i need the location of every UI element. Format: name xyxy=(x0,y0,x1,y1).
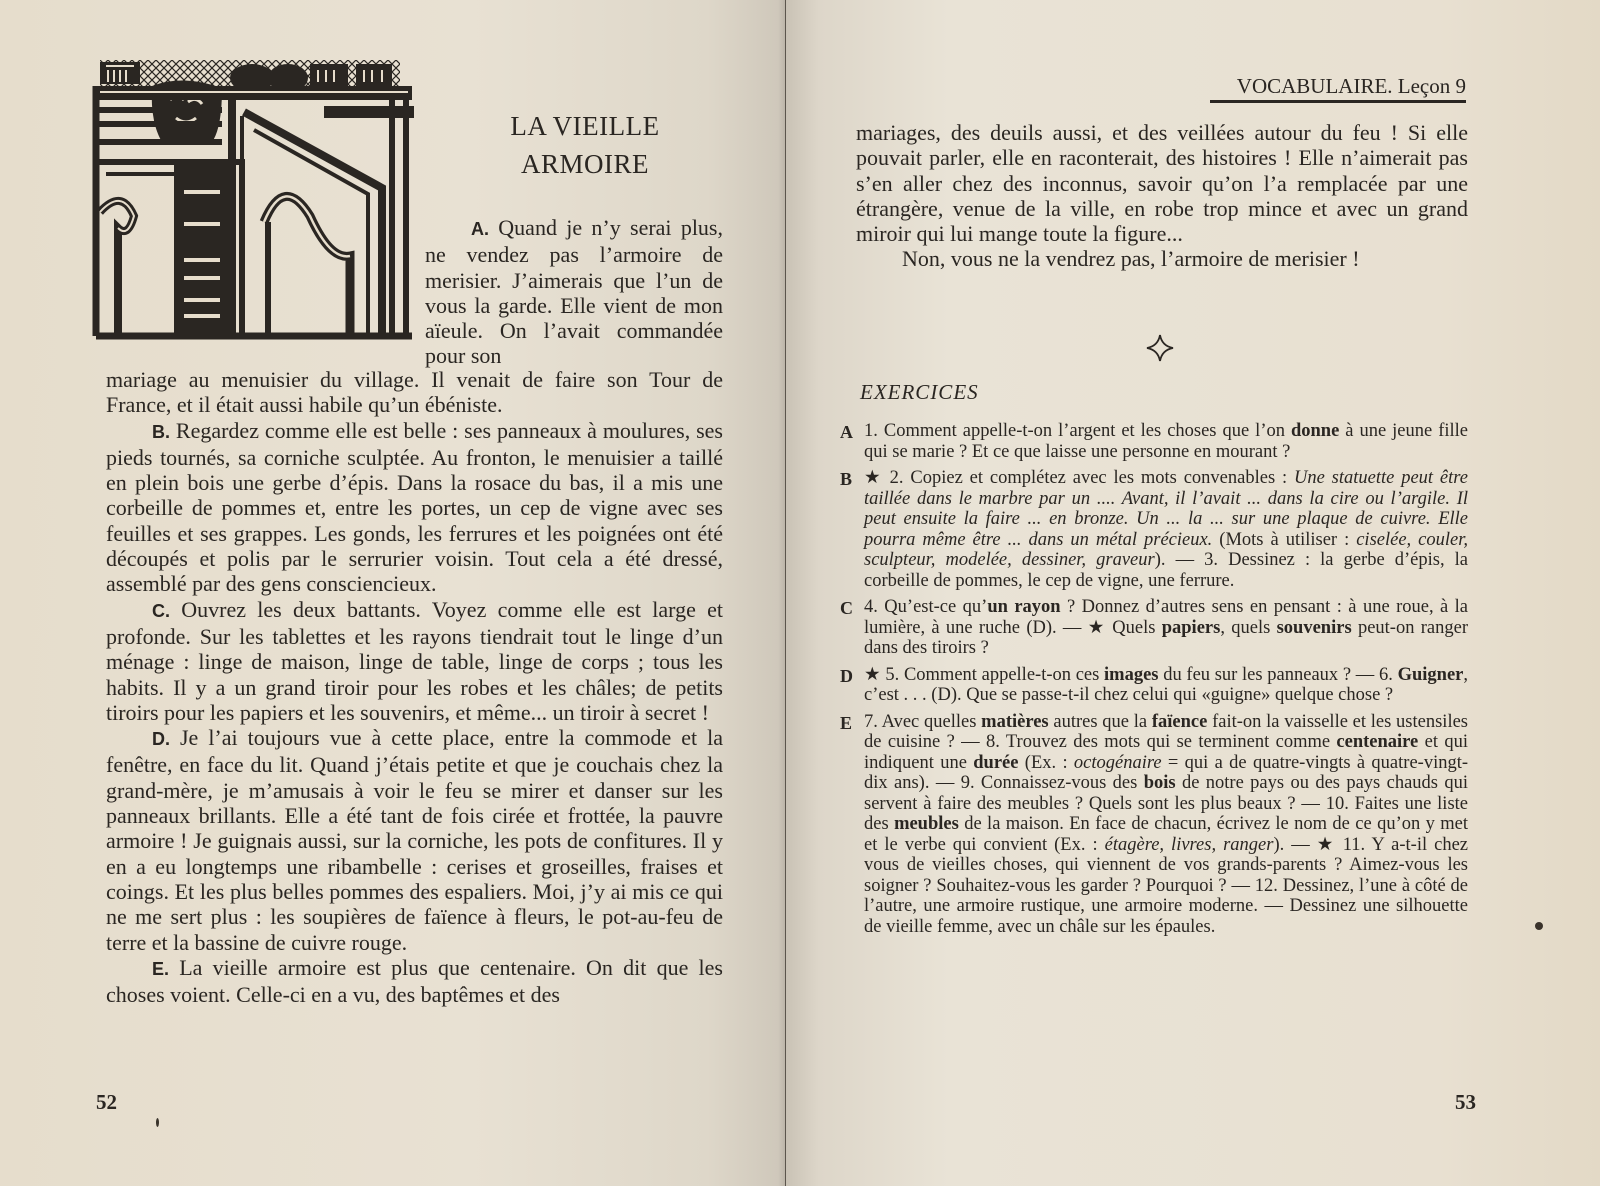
exercise-letter: A xyxy=(840,422,853,442)
text-run: ). — ★ 11. Y a-t-il chez vous de vieilles choses, qui viennent de vos grands-parents ? Aimez-vous les soigner ? Souhaitez-vous les garder ? Pourquoi ? — 12. Dessinez, l’une à côté de l’autre, une armoire rustique, une armoire moderne. — Dessinez une silhouette de vieille femme, avec un châle sur les épaules. xyxy=(864,834,1469,937)
text-run: , c’est . . . (D). Que se passe-t-il chez celui qui «guigne» quelque chose ? xyxy=(864,664,1468,705)
paragraph-a-rest: mariage au menuisier du village. Il venait de faire son Tour de France, et il était aussi habile qu’un ébéniste. xyxy=(106,367,723,418)
text-run: ). — 3. Dessinez : la gerbe d’épis, la corbeille de pommes, le cep de vigne, une ferrure. xyxy=(864,550,1468,591)
exercises-list xyxy=(840,421,1468,943)
text-run: de notre pays ou des pays chauds qui servent à faire des meubles ? Quels sont les plus beaux ? — 10. Faites une liste des xyxy=(864,773,1468,834)
keyword-bold: matières xyxy=(981,711,1049,732)
text-run: à une jeune fille qui se marie ? Et ce que laisse une personne en mourant ? xyxy=(864,421,1468,462)
text-run: 1. Comment appelle-t-on l’argent et les choses que l’on xyxy=(864,421,1291,441)
exercise-block-d xyxy=(840,665,1468,706)
text-run: 4. Qu’est-ce qu’ xyxy=(864,597,988,617)
title-line-2: ARMOIRE xyxy=(520,149,649,179)
paragraph-label-e: E. xyxy=(152,958,170,979)
exercise-block-e xyxy=(840,712,1468,938)
paragraph-b xyxy=(106,418,723,597)
text-run: et qui indiquent une xyxy=(864,732,1468,773)
exercise-block-a xyxy=(840,421,1468,462)
armoire-icon xyxy=(92,52,426,342)
armoire-woodcut-illustration xyxy=(92,52,426,342)
paragraph-label-c: C. xyxy=(152,600,170,621)
paragraph-a-top xyxy=(425,215,723,369)
exercise-text xyxy=(864,665,1468,706)
text-run: 7. Avec quelles xyxy=(864,711,982,732)
four-point-star-ornament-icon xyxy=(1146,334,1174,362)
text-italic: octogénaire xyxy=(1073,752,1162,773)
text-italic: Une statuette peut être taillée dans le marbre par un .... Avant, il l’avait ... dans la cire ou l’argile. Il peut ensuite la faire ... en bronze. Un ... la ... sur une plaque de cuivre. Elle pourra même être ... dans un métal précieux. xyxy=(864,468,1468,550)
text-italic: étagère, livres, ranger xyxy=(1104,834,1274,855)
text-run: fait-on la vaisselle et les ustensiles de cuisine ? — 8. Trouvez des mots qui se terminent comme xyxy=(864,711,1468,752)
paragraph-label-a: A. xyxy=(471,219,489,239)
text-run: (Ex. : xyxy=(1018,752,1074,773)
paragraph-d-text: Je l’ai toujours vue à cette place, entre la commode et la fenêtre, en face du lit. Quand j’étais petite et que je couchais chez la grand-mère, je m’amusais à voir le feu se mirer et danser sur les panneaux brillants. Elle a été tant de fois cirée et frottée, la pauvre armoire ! Je guignais aussi, sur la corniche, les pots de confitures. Il y en a eu longtemps une ribambelle : cerises et groseilles, fraises et coings. Et les plus belles pommes des espaliers. Moi, j’y ai mis ce qui ne me sert plus : les soupières de faïence à fleurs, le pot-au-feu de terre et la bassine de cuivre rouge. xyxy=(106,725,723,955)
title-line-1: LA VIEILLE xyxy=(510,111,660,141)
text-run: ★ 5. Comment appelle-t-on ces xyxy=(864,664,1105,685)
exercise-letter: C xyxy=(840,598,853,618)
exercise-letter: E xyxy=(840,712,853,733)
paragraph-e-text: La vieille armoire est plus que centenaire. On dit que les choses voient. Celle-ci en a vu, des baptêmes et des xyxy=(106,954,723,1008)
exercise-text xyxy=(864,597,1468,658)
exercise-text xyxy=(864,421,1468,462)
story-title xyxy=(440,107,730,183)
text-run: (Mots à utiliser : xyxy=(1212,529,1357,550)
keyword-bold: meubles xyxy=(894,814,959,834)
running-head: VOCABULAIRE. Leçon 9 xyxy=(1210,74,1466,103)
exercise-block-c xyxy=(840,597,1468,659)
exercises-heading: EXERCICES xyxy=(860,380,979,404)
keyword-bold: bois xyxy=(1143,773,1176,793)
exercise-letter: D xyxy=(840,665,853,686)
keyword-bold: papiers xyxy=(1161,617,1221,638)
text-run: ★ 2. Copiez et complétez avec les mots convenables : xyxy=(864,468,1294,488)
text-run: = qui a de quatre-vingts à quatre-vingt-dix ans). — 9. Connaissez-vous des xyxy=(864,752,1469,793)
ink-speck xyxy=(156,1118,159,1127)
paragraph-b-text: Regardez comme elle est belle : ses panneaux à moulures, ses pieds tournés, sa corniche sculptée. Au fronton, le menuisier a taillé en plein bois une gerbe d’épis. Dans la rosace du bas, il a mis une corbeille de pommes et, entre les portes, un cep de vigne avec ses feuilles et ses grappes. Les gonds, les ferrures et les poignées ont été découpés et polis par le serrurier voisin. Tout cela a été dressé, assemblé par des gens consciencieux. xyxy=(106,417,723,597)
paragraph-label-d: D. xyxy=(152,729,170,750)
keyword-bold: durée xyxy=(973,752,1019,773)
keyword-bold: Guigner xyxy=(1397,664,1464,685)
ink-speck xyxy=(1535,922,1543,930)
keyword-bold: un rayon xyxy=(987,597,1061,617)
text-run: , quels xyxy=(1220,617,1277,638)
paragraph-label-b: B. xyxy=(152,421,170,442)
paragraph-c xyxy=(106,597,723,725)
text-italic: ciselée, couler, sculpteur, modelée, dessiner, graveur xyxy=(864,529,1468,570)
text-run: de la maison. En face de chacun, écrivez le nom de ce qu’on y met et le verbe qui convient (Ex. : xyxy=(864,814,1468,855)
text-run: peut-on ranger dans des tiroirs ? xyxy=(864,617,1469,658)
left-page xyxy=(0,0,786,1186)
keyword-bold: centenaire xyxy=(1336,732,1419,752)
keyword-bold: images xyxy=(1104,664,1159,685)
exercise-text xyxy=(864,468,1468,591)
text-run: ? Donnez d’autres sens en pensant : à une roue, à la lumière, à une ruche (D). — ★ Quels xyxy=(864,597,1469,638)
continuation-paragraph: mariages, des deuils aussi, et des veillées autour du feu ! Si elle pouvait parler, elle en raconterait, des histoires ! Elle n’aimerait pas s’en aller chez des inconnus, savoir qu’on l’a remplacée par une étrangère, venue de la ville, en robe trop mince et avec un grand miroir qui lui mange toute la figure... xyxy=(856,120,1468,247)
paragraph-c-text: Ouvrez les deux battants. Voyez comme elle est large et profonde. Sur les tablettes et les rayons tiendrait tout le linge d’un ménage : linge de maison, linge de table, linge de corps ; tous les habits. Il y a un grand tiroir pour les robes et les châles; de petits tiroirs pour les papiers et les souvenirs, et même... un tiroir à secret ! xyxy=(106,596,723,725)
right-continuation-text xyxy=(856,120,1468,272)
keyword-bold: donne xyxy=(1290,421,1340,441)
keyword-bold: faïence xyxy=(1151,711,1208,732)
keyword-bold: souvenirs xyxy=(1276,617,1352,638)
text-run: autres que la xyxy=(1048,711,1152,732)
page-number-right: 53 xyxy=(1455,1090,1476,1114)
left-body-text xyxy=(106,367,723,1007)
exercise-block-b xyxy=(840,468,1468,591)
page-number-left: 52 xyxy=(96,1090,117,1114)
paragraph-a-text-top: Quand je n’y serai plus, ne vendez pas l’armoire de merisier. J’aimerais que l’un de vous la garde. Elle vient de mon aïeule. On l’avait commandée pour son xyxy=(425,215,723,369)
paragraph-d xyxy=(106,725,723,955)
closing-line: Non, vous ne la vendrez pas, l’armoire de merisier ! xyxy=(902,246,1360,272)
paragraph-e xyxy=(106,955,723,1008)
exercise-text xyxy=(864,712,1468,937)
exercise-letter: B xyxy=(840,469,853,489)
text-run: du feu sur les panneaux ? — 6. xyxy=(1158,664,1398,685)
